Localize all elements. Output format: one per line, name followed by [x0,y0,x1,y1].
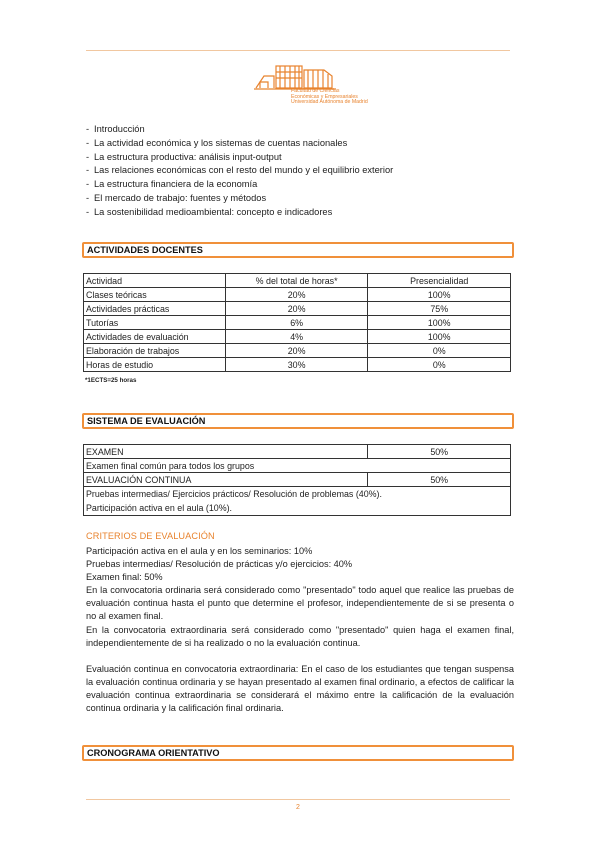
table-cell: Actividades prácticas [84,302,226,316]
table-row [84,459,511,473]
table-cell: 20% [225,344,368,358]
column-header: Actividad [84,274,226,288]
exam-description: Examen final común para todos los grupos [84,459,511,473]
table-cell: Horas de estudio [84,358,226,372]
table-cell: 4% [225,330,368,344]
criteria-paragraph: En la convocatoria ordinaria será considerado como "presentado" todo aquel que realice las pruebas de evaluación continua hasta el punto que determine el profesor, independientemente de si se presenta o no al examen final. [86,585,514,622]
exam-label: EXAMEN [84,445,368,459]
schedule-heading: CRONOGRAMA ORIENTATIVO [82,745,514,761]
list-item: - El mercado de trabajo: fuentes y métodos [86,192,393,206]
logo-caption [291,89,368,106]
evaluation-table [83,444,511,516]
logo-line-3: Universidad Autónoma de Madrid [291,99,368,106]
activities-heading: ACTIVIDADES DOCENTES [82,242,514,258]
column-header: % del total de horas* [225,274,368,288]
logo-line-2: Económicas y Empresariales [291,93,358,100]
table-cell: 75% [368,302,511,316]
table-cell: Elaboración de trabajos [84,344,226,358]
table-cell: 100% [368,316,511,330]
list-item: - La actividad económica y los sistemas de cuentas nacionales [86,137,393,151]
table-row [84,288,511,302]
table-cell: 6% [225,316,368,330]
table-cell: 0% [368,344,511,358]
table-row [84,330,511,344]
list-item: - Introducción [86,123,393,137]
column-header: Presencialidad [368,274,511,288]
logo-line-1: Facultad de Ciencias [291,88,340,94]
criteria-paragraph: Evaluación continua en convocatoria extraordinaria: En el caso de los estudiantes que tengan suspensa la evaluación continua ordinaria y se hayan presentado al examen final ordinario, a efectos de calificar la evaluación continua extraordinaria se considerará el máximo entre la calificación de la evaluación continua ordinaria y la calificación final ordinaria. [86,663,514,714]
table-cell: 0% [368,358,511,372]
table-row [84,487,511,516]
evaluation-heading: SISTEMA DE EVALUACIÓN [82,413,514,429]
continuous-description-line: Pruebas intermedias/ Ejercicios prácticos/ Resolución de problemas (40%). [86,489,382,499]
continuous-label: EVALUACIÓN CONTINUA [84,473,368,487]
table-row [84,302,511,316]
table-cell: Actividades de evaluación [84,330,226,344]
table-row [84,358,511,372]
criteria-line: Participación activa en el aula y en los seminarios: 10% [86,546,313,556]
page-number: 2 [296,804,300,811]
criteria-title: CRITERIOS DE EVALUACIÓN [86,531,215,541]
footer-divider [86,799,510,800]
table-row [84,445,511,459]
activities-table [83,273,511,372]
table-cell: 100% [368,330,511,344]
list-item: - Las relaciones económicas con el resto del mundo y el equilibrio exterior [86,164,393,178]
topic-list [86,123,393,220]
continuous-description [84,487,511,516]
criteria-text [86,545,514,715]
continuous-percentage: 50% [368,473,511,487]
exam-percentage: 50% [368,445,511,459]
table-cell: 20% [225,288,368,302]
header-divider [86,50,510,51]
criteria-paragraph: En la convocatoria extraordinaria será considerado como "presentado" quien haga el examen final, independientemente de si ha realizado o no la evaluación continua. [86,624,514,648]
continuous-description-line: Participación activa en el aula (10%). [86,503,233,513]
table-cell: 20% [225,302,368,316]
list-item: - La estructura financiera de la economía [86,178,393,192]
criteria-line: Pruebas intermedias/ Resolución de prácticas y/o ejercicios: 40% [86,559,353,570]
list-item: - La estructura productiva: análisis input-output [86,151,393,165]
table-row [84,344,511,358]
table-cell: Clases teóricas [84,288,226,302]
table-cell: Tutorías [84,316,226,330]
table-cell: 100% [368,288,511,302]
list-item: - La sostenibilidad medioambiental: concepto e indicadores [86,206,393,220]
table-row [84,473,511,487]
table-header-row [84,274,511,288]
criteria-line: Examen final: 50% [86,572,163,583]
table-cell: 30% [225,358,368,372]
ects-note: *1ECTS=25 horas [85,377,137,384]
table-row [84,316,511,330]
